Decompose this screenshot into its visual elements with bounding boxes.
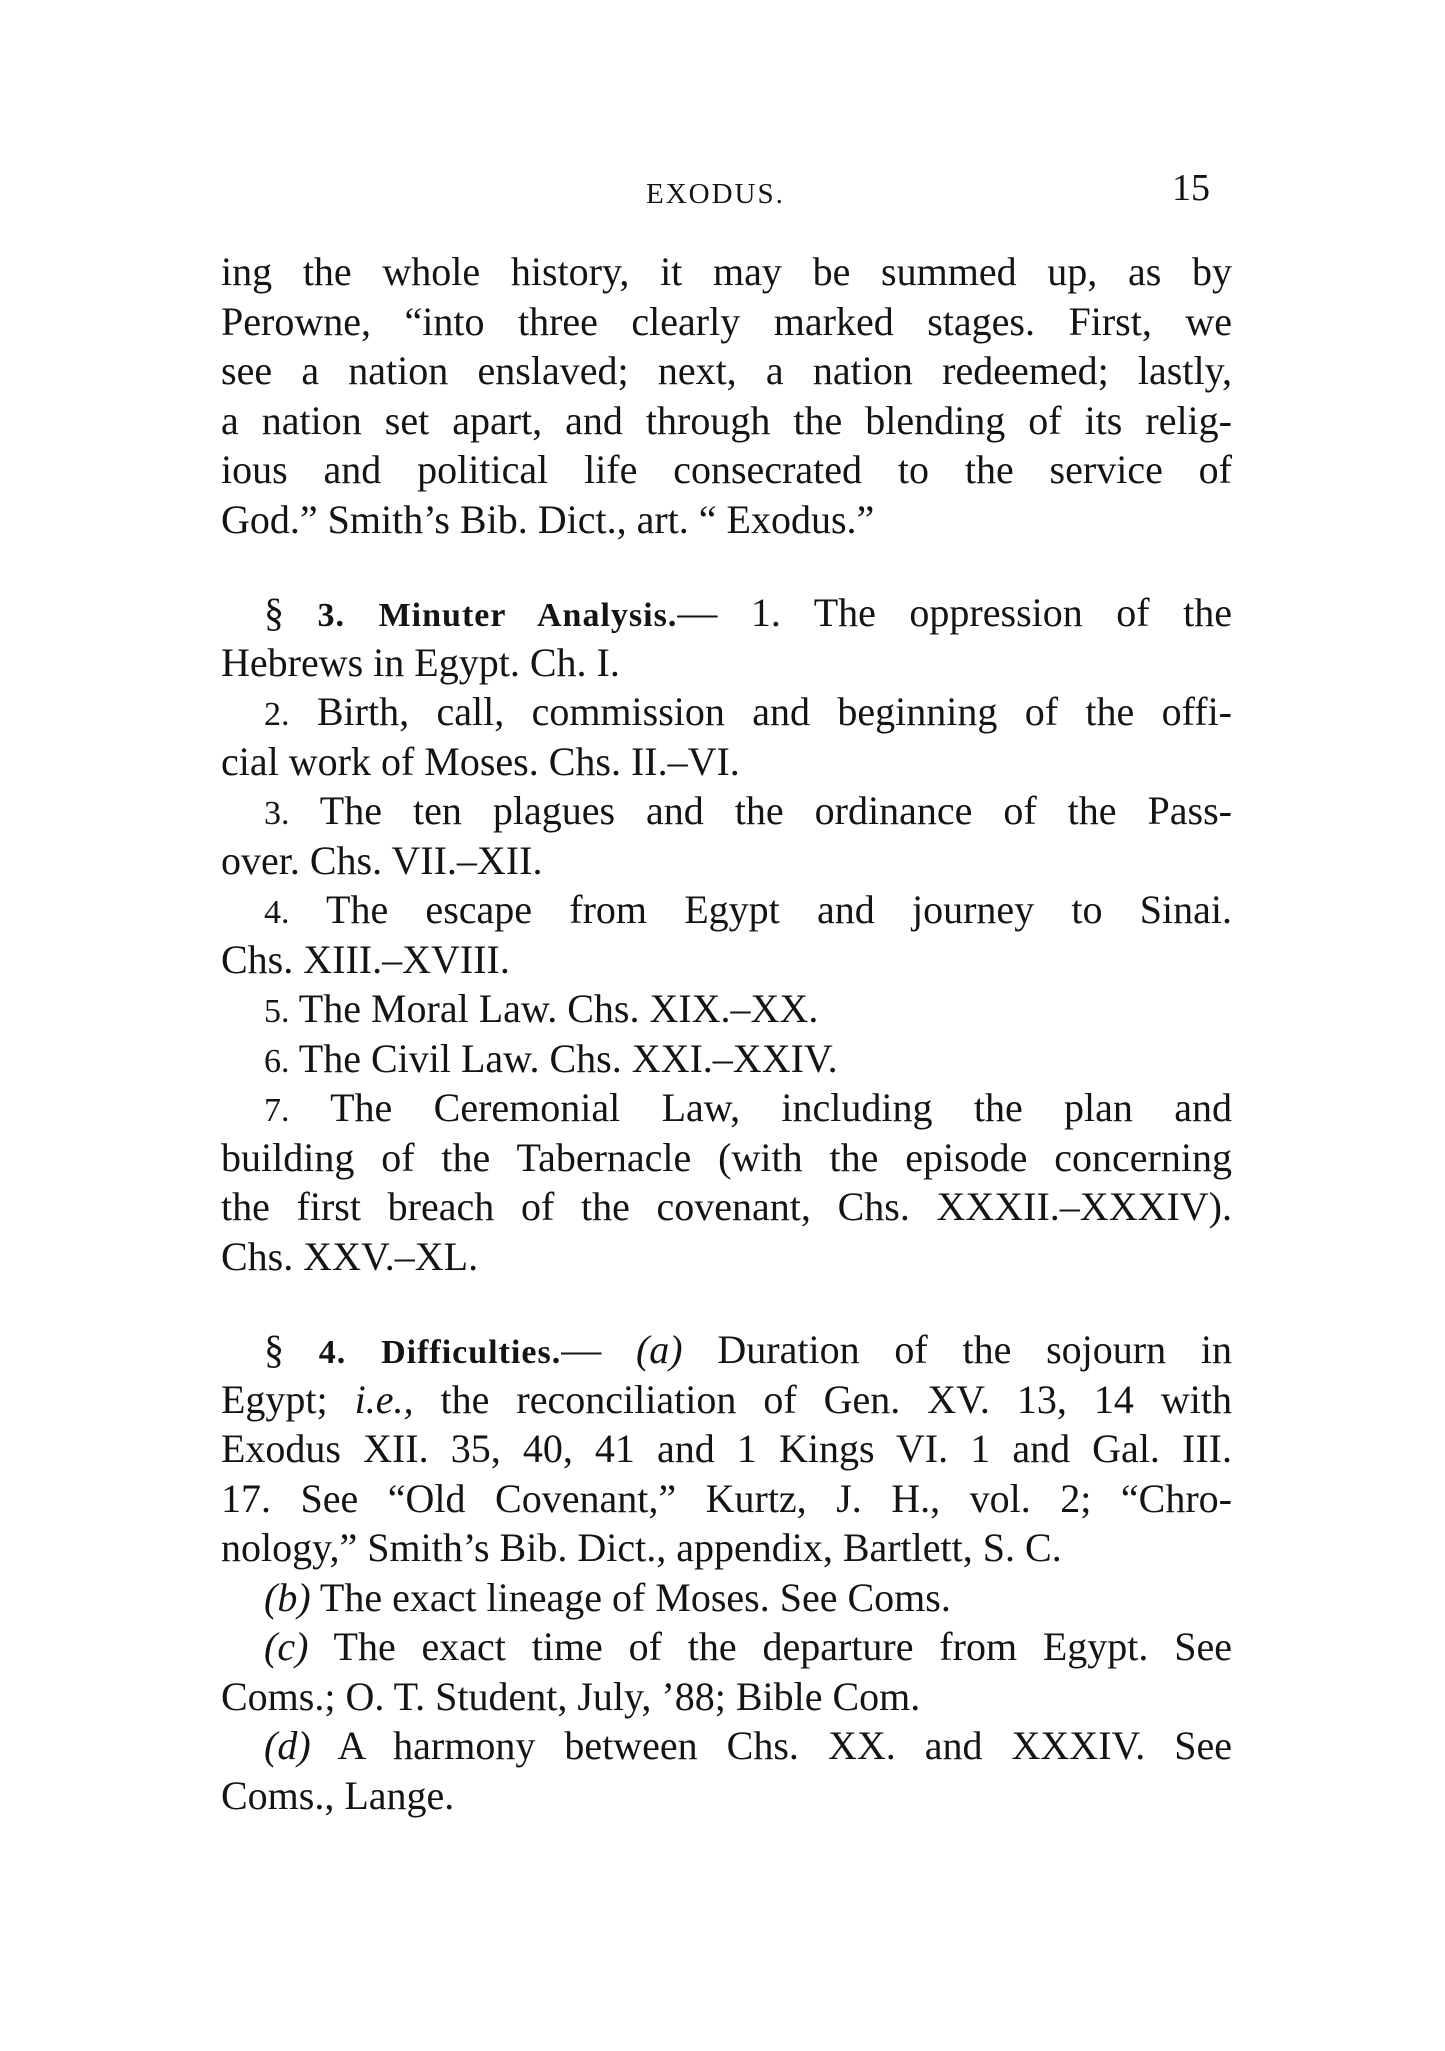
list-item: [221, 687, 1232, 737]
list-item: [221, 1083, 1232, 1133]
running-head: [0, 160, 1445, 220]
text-line: ious and political life consecrated to the service of: [221, 447, 1232, 492]
section-heading: Difficulties.: [381, 1334, 562, 1371]
list-item: [221, 1721, 1232, 1771]
section-heading-line: [221, 588, 1232, 638]
item-label: (a): [635, 1327, 683, 1372]
text-fragment: the reconciliation of Gen. XV. 13, 14 with: [440, 1376, 1232, 1422]
list-item: [221, 1573, 1232, 1623]
text-line: see a nation enslaved; next, a nation redeemed; lastly,: [221, 348, 1232, 393]
text-line: the first breach of the covenant, Chs. XXXII.–XXXIV).: [221, 1184, 1232, 1229]
section-heading-line: [221, 1325, 1232, 1375]
section-symbol: §: [264, 590, 284, 635]
item-text: The ten plagues and the ordinance of the Pass-: [319, 788, 1232, 833]
item-number: 1.: [750, 590, 781, 635]
text-line: ing the whole history, it may be summed up, as by: [221, 249, 1232, 294]
item-text: Duration of the sojourn in: [717, 1327, 1233, 1372]
item-number: 2.: [264, 696, 290, 733]
section-symbol: §: [264, 1327, 284, 1372]
section-heading: Minuter Analysis.: [378, 597, 678, 634]
body-text: [221, 247, 1232, 1820]
text-line: a nation set apart, and through the blending of its relig-: [221, 397, 1232, 443]
item-number: 5.: [264, 993, 290, 1030]
item-text: A harmony between Chs. XX. and XXXIV. See: [337, 1723, 1232, 1768]
text-line: Coms.; O. T. Student, July, ’88; Bible Com.: [221, 1673, 921, 1719]
list-item: [221, 786, 1232, 836]
em-dash: —: [561, 1327, 602, 1372]
item-number: 3.: [264, 795, 290, 832]
text-line: 17. See “Old Covenant,” Kurtz, J. H., vol. 2; “Chro-: [221, 1475, 1232, 1521]
text-line: building of the Tabernacle (with the episode concerning: [221, 1134, 1232, 1180]
item-text: The oppression of the: [813, 590, 1233, 635]
text-line: Perowne, “into three clearly marked stages. First, we: [221, 298, 1232, 344]
list-item: [221, 1034, 1232, 1084]
text-line: over. Chs. VII.–XII.: [221, 837, 543, 883]
list-item: [221, 984, 1232, 1034]
list-item: [221, 1622, 1232, 1672]
item-text: Birth, call, commission and beginning of the offi-: [316, 689, 1233, 734]
text-line: [221, 1375, 1232, 1425]
running-head-title: EXODUS.: [646, 178, 785, 210]
paragraph-summary: [221, 247, 1232, 544]
text-line: cial work of Moses. Chs. II.–VI.: [221, 738, 740, 784]
item-text: The escape from Egypt and journey to Sinai.: [326, 887, 1232, 932]
text-fragment: Egypt;: [221, 1376, 328, 1422]
item-label: (d): [264, 1723, 311, 1768]
text-line: Chs. XXV.–XL.: [221, 1233, 479, 1279]
section-number: 4.: [318, 1334, 347, 1371]
list-item: [221, 885, 1232, 935]
item-number: 7.: [264, 1092, 290, 1129]
item-label: (b): [264, 1574, 311, 1620]
section-number: 3.: [317, 597, 346, 634]
text-line: Hebrews in Egypt. Ch. I.: [221, 639, 620, 685]
em-dash: —: [677, 590, 718, 635]
item-text: The Moral Law. Chs. XIX.–XX.: [298, 986, 819, 1031]
item-label: (c): [264, 1624, 309, 1669]
item-number: 4.: [264, 894, 290, 931]
item-number: 6.: [264, 1042, 290, 1080]
text-line: Exodus XII. 35, 40, 41 and 1 Kings VI. 1 and Gal. III.: [221, 1426, 1232, 1471]
section-minuter-analysis: [221, 588, 1232, 1281]
text-line: Coms., Lange.: [221, 1772, 455, 1818]
item-text: The Ceremonial Law, including the plan and: [330, 1085, 1232, 1130]
item-text: The exact time of the departure from Egypt. See: [333, 1624, 1232, 1669]
abbreviation-ie: i.e.,: [354, 1376, 414, 1422]
text-line: God.” Smith’s Bib. Dict., art. “ Exodus.”: [221, 496, 875, 542]
item-text: The Civil Law. Chs. XXI.–XXIV.: [298, 1035, 838, 1081]
item-text: The exact lineage of Moses. See Coms.: [319, 1574, 951, 1620]
section-difficulties: [221, 1325, 1232, 1820]
text-line: Chs. XIII.–XVIII.: [221, 936, 510, 982]
page-number: 15: [1172, 167, 1210, 209]
text-line: nology,” Smith’s Bib. Dict., appendix, Bartlett, S. C.: [221, 1525, 1062, 1570]
